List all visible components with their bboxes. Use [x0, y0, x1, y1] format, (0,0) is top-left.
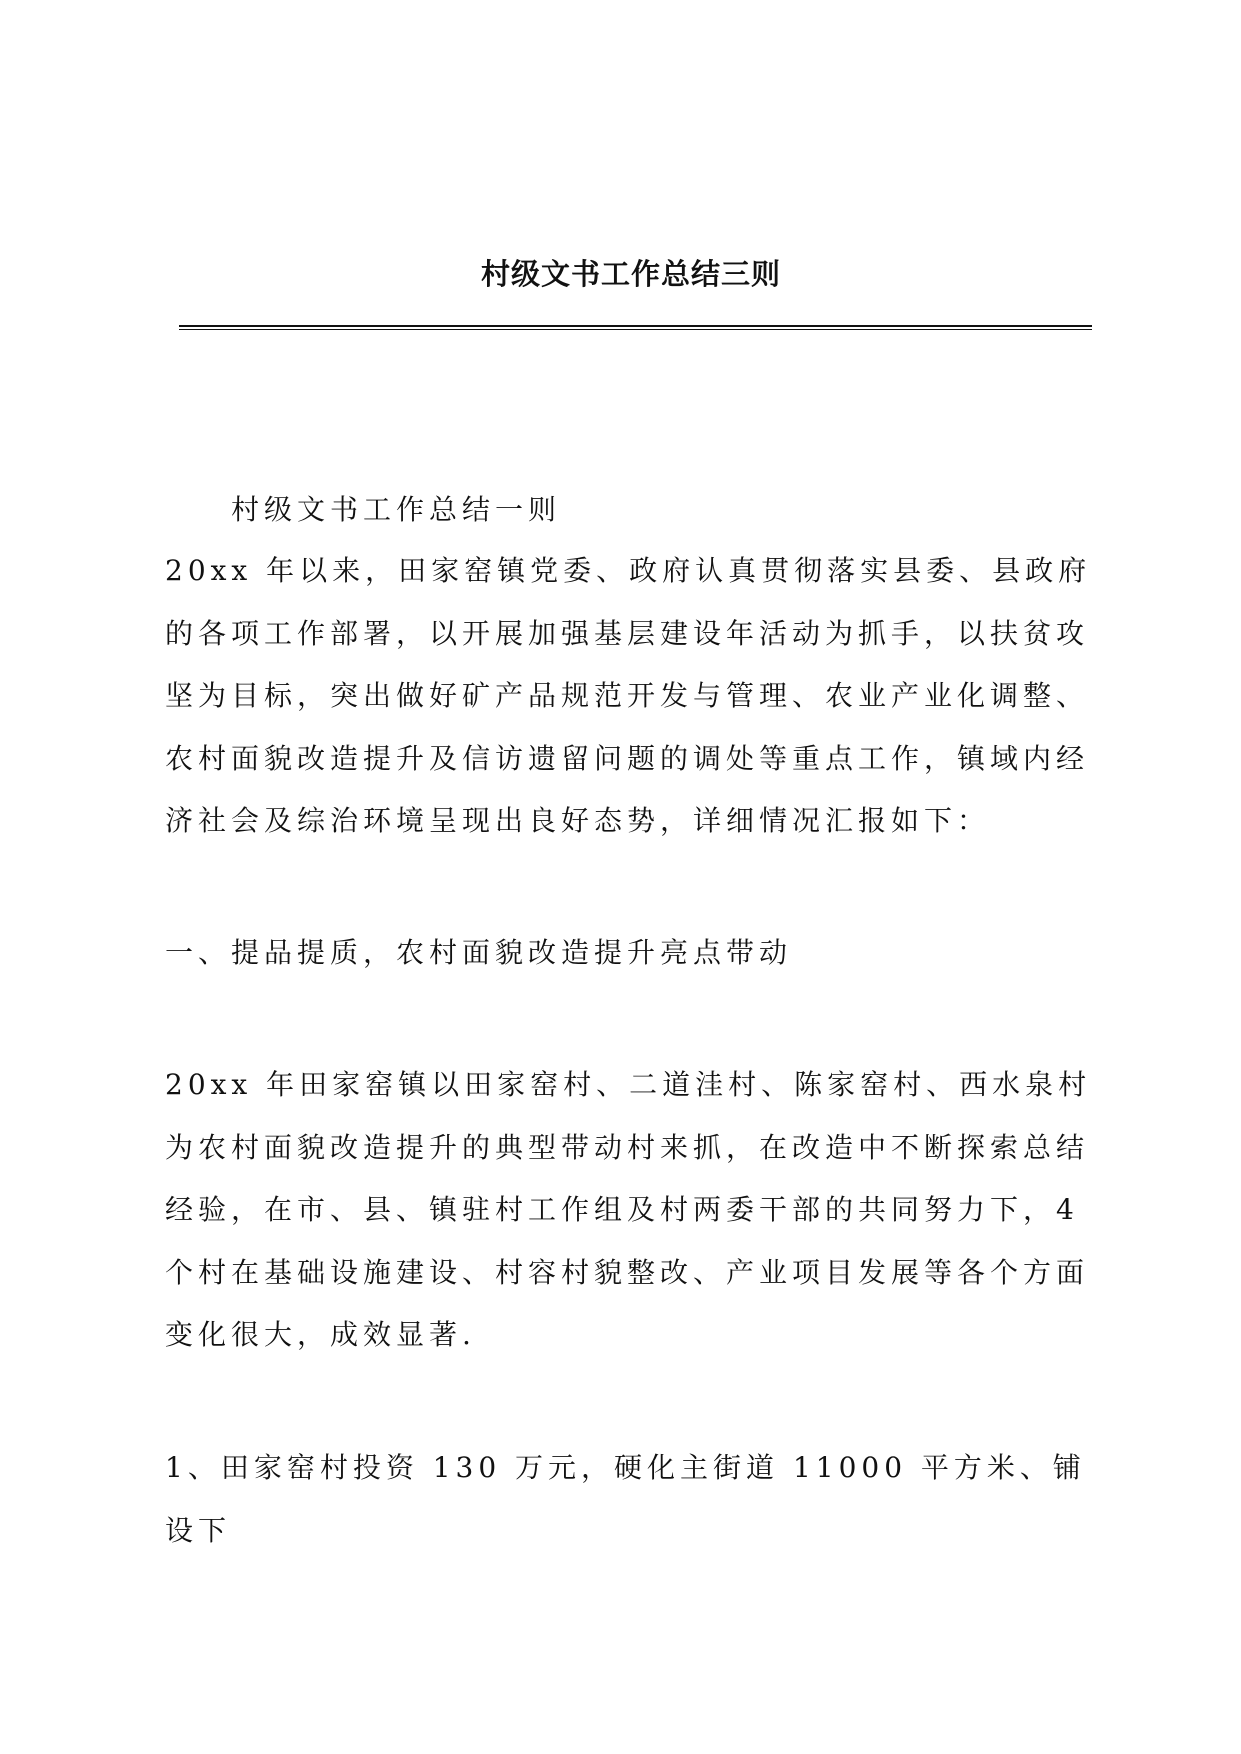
- text-line: 坚为目标，突出做好矿产品规范开发与管理、农业产业化调整、: [165, 679, 1090, 712]
- intro-paragraph: [165, 540, 1095, 853]
- text-line: 1、田家窑村投资 130 万元，硬化主街道 11000 平方米、铺设下: [165, 1451, 1086, 1547]
- text-line: 农村面貌改造提升及信访遗留问题的调处等重点工作，镇域内经: [165, 741, 1090, 775]
- text-line: 20xx 年以来，田家窑镇党委、政府认真贯彻落实县委、县政府: [165, 554, 1092, 587]
- document-title: 村级文书工作总结三则: [480, 257, 781, 291]
- text-line: 为农村面貌改造提升的典型带动村来抓，在改造中不断探索总结: [165, 1130, 1090, 1164]
- numbered-paragraph: [165, 1437, 1095, 1562]
- section-heading: 一、提品提质，农村面貌改造提升亮点带动: [165, 936, 793, 969]
- text-line: 变化很大，成效显著.: [165, 1318, 476, 1351]
- title-divider: [179, 325, 1092, 330]
- section-subtitle: 村级文书工作总结一则: [231, 493, 562, 526]
- text-line: 经验，在市、县、镇驻村工作组及村两委干部的共同努力下，4: [165, 1193, 1079, 1226]
- text-line: 个村在基础设施建设、村容村貌整改、产业项目发展等各个方面: [165, 1255, 1090, 1289]
- body-paragraph: [165, 1054, 1095, 1367]
- text-line: 济社会及综治环境呈现出良好态势，详细情况汇报如下：: [165, 804, 991, 837]
- text-line: 的各项工作部署，以开展加强基层建设年活动为抓手，以扶贫攻: [165, 616, 1090, 650]
- text-line: 20xx 年田家窑镇以田家窑村、二道洼村、陈家窑村、西水泉村: [165, 1068, 1092, 1101]
